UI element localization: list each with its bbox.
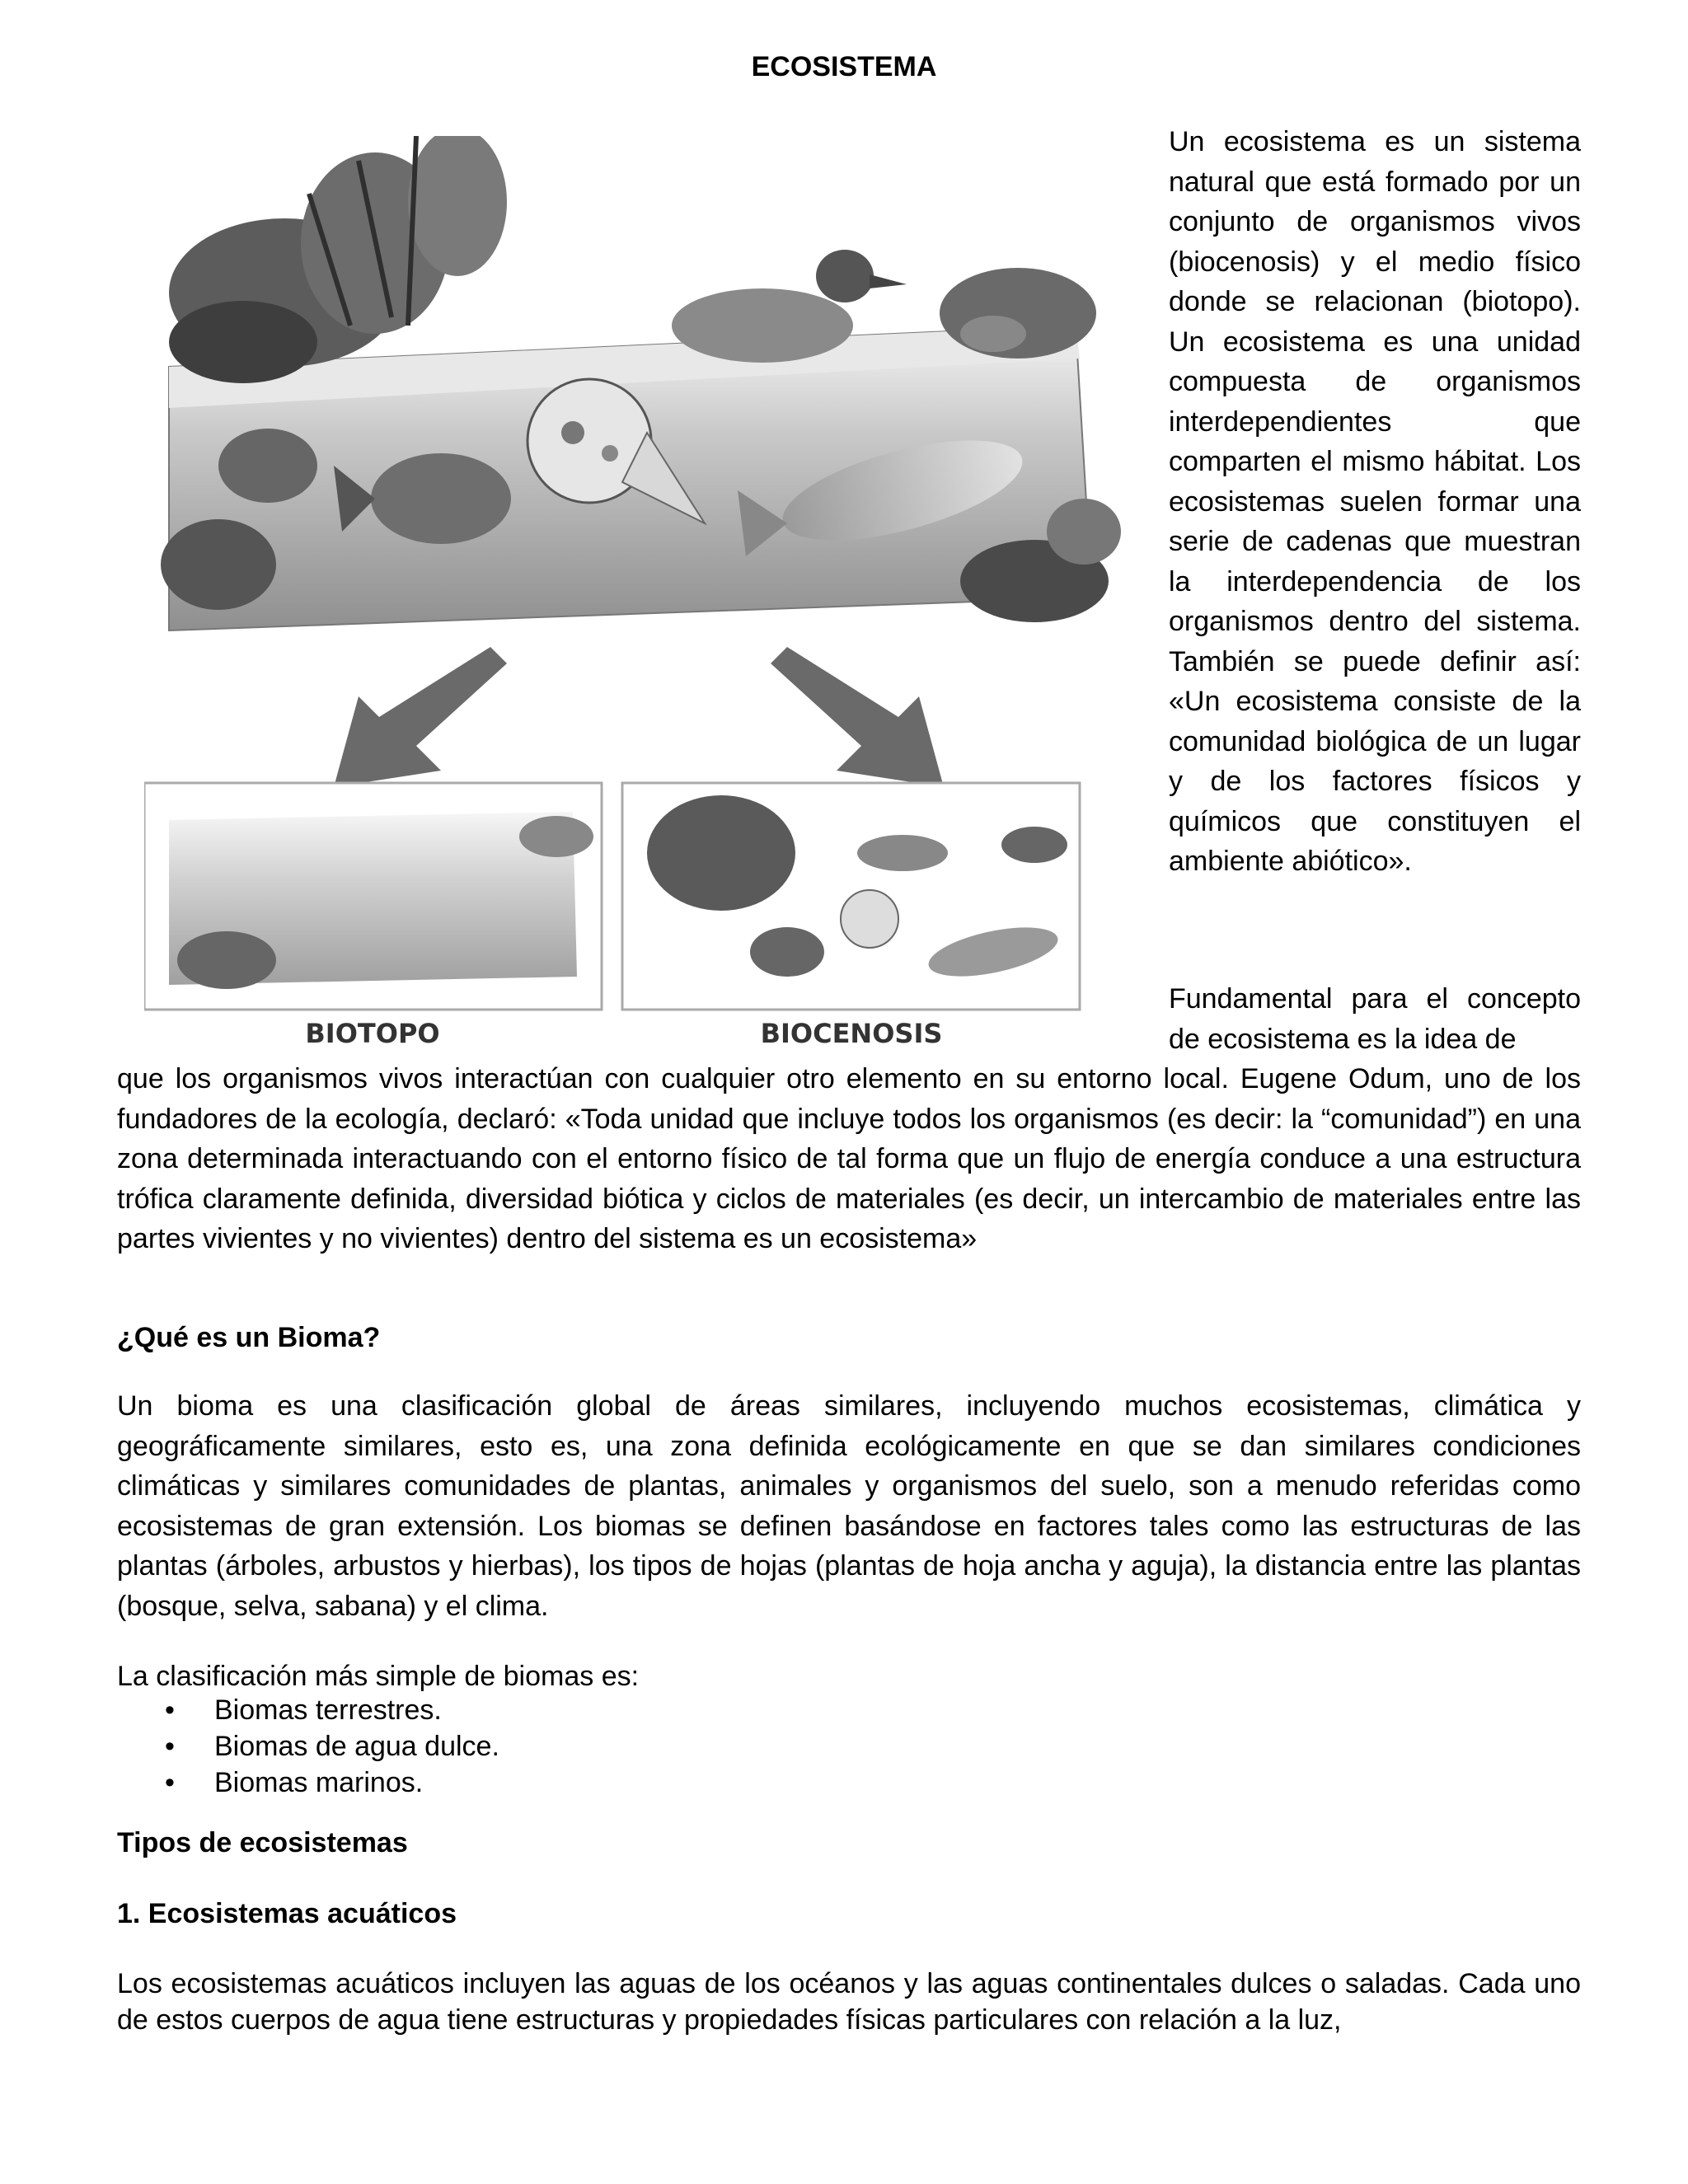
biome-list [165, 1692, 499, 1801]
list-item-text: Biomas de agua dulce. [214, 1731, 499, 1762]
biocenosis-label: BIOCENOSIS [760, 1018, 943, 1049]
plants-cluster [169, 136, 507, 383]
bullet: • [165, 1694, 175, 1726]
bioma-paragraph: Un bioma es una clasificación global de áreas similares, incluyendo muchos ecosistemas, climática y geográficamente similares, esto es, una zona definida ecológicamente en que se dan similares condiciones climáticas y similares comunidades de plantas, animales y organismos del suelo, son a menudo referidas como ecosistemas de gran extensión. Los biomas se definen basándose en factores tales como las estructuras de las plantas (árboles, arbustos y hierbas), los tipos de hojas (plantas de hoja ancha y aguja), la distancia entre las plantas (bosque, selva, sabana) y el clima. [117, 1390, 1581, 1622]
arrow-left [334, 647, 507, 787]
ecosystem-illustration [144, 136, 1133, 1051]
bullet: • [165, 1731, 175, 1762]
acuaticos-heading: 1. Ecosistemas acuáticos [117, 1898, 457, 1929]
page-title: ECOSISTEMA [751, 51, 937, 82]
main-scene [161, 136, 1121, 630]
bullet: • [165, 1767, 175, 1798]
biocenosis-panel [622, 783, 1080, 1010]
tipos-heading: Tipos de ecosistemas [117, 1827, 408, 1858]
list-item-text: Biomas terrestres. [214, 1694, 442, 1726]
list-item-text: Biomas marinos. [214, 1767, 424, 1798]
rock-frog [940, 268, 1096, 359]
classification-intro: La clasificación más simple de biomas es: [117, 1661, 640, 1692]
fundamental-paragraph-continuation: que los organismos vivos interactúan con cualquier otro elemento en su entorno local. Eugene Odum, uno de los fundadores de la ecología, declaró: «Toda unidad que incluye todos los organismos (es decir: la “comunidad”) en una zona determinada interactuando con el entorno físico de tal forma que un flujo de energía conduce a una estructura trófica claramente definida, diversidad biótica y ciclos de materiales (es decir, un intercambio de materiales entre las partes vivientes y no vivientes) dentro del sistema es un ecosistema» [117, 1063, 1581, 1254]
list-item [165, 1728, 499, 1765]
intro-paragraph: Un ecosistema es un sistema natural que está formado por un conjunto de organismos vivos (biocenosis) y el medio físico donde se relacionan (biotopo). Un ecosistema es una unidad compuesta de organismos interdependientes que comparten el mismo hábitat. Los ecosistemas suelen formar una serie de cadenas que muestran la interdependencia de los organismos dentro del sistema. También se puede definir así: «Un ecosistema consiste de la comunidad biológica de un lugar y de los factores físicos y químicos que constituyen el ambiente abiótico». [1169, 126, 1581, 877]
biotopo-label: BIOTOPO [305, 1018, 440, 1049]
list-item [165, 1765, 499, 1801]
arrow-right [771, 647, 944, 787]
fundamental-paragraph-start: Fundamental para el concepto de ecosistema es la idea de [1169, 983, 1581, 1055]
bioma-heading: ¿Qué es un Bioma? [117, 1322, 381, 1353]
acuaticos-paragraph: Los ecosistemas acuáticos incluyen las aguas de los océanos y las aguas continentales dulces o saladas. Cada uno de estos cuerpos de agua tiene estructuras y propiedades físicas particulares con relación a la luz, [117, 1968, 1581, 2036]
biotopo-panel [144, 783, 602, 1010]
list-item [165, 1692, 499, 1728]
